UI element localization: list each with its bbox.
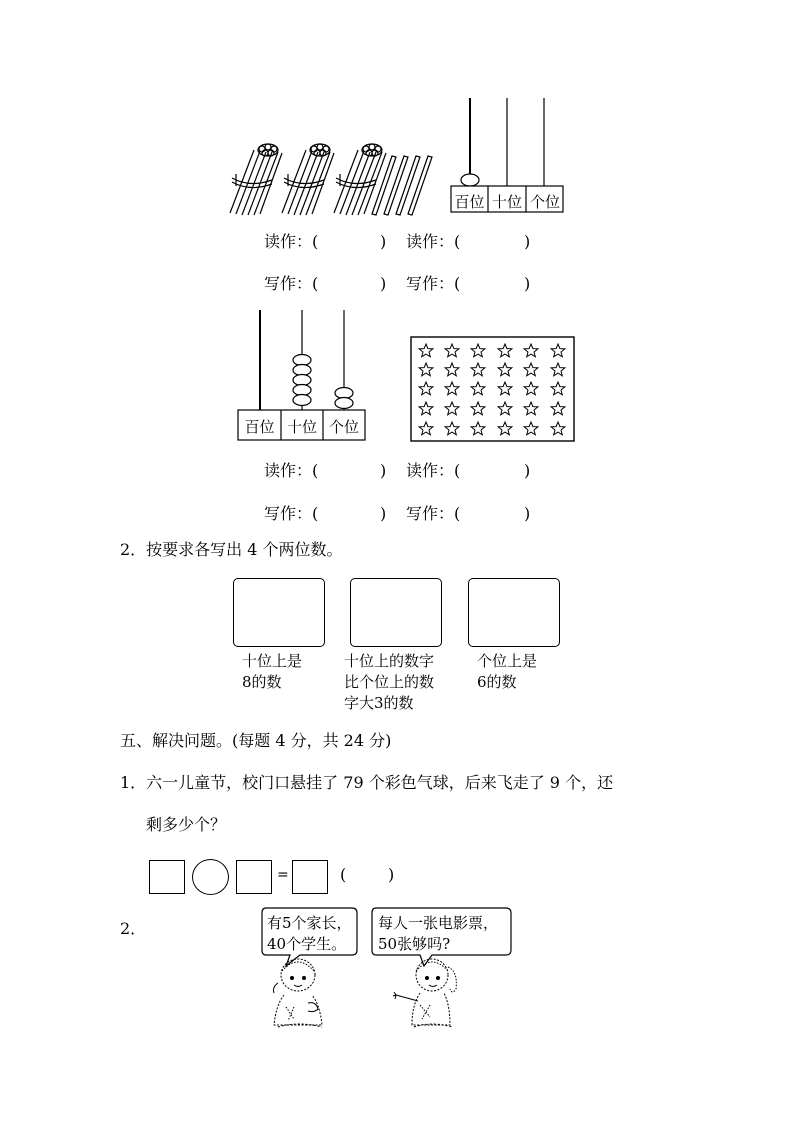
- box-2-caption-line-1: 十位上的数字: [344, 652, 435, 670]
- box-2-caption-line-3: 字大3的数: [344, 694, 414, 712]
- problem-1-line-1: 1．六一儿童节，校门口悬挂了 79 个彩色气球，后来飞走了 9 个，还: [120, 773, 614, 792]
- problem-1-line-2: 剩多少个？: [146, 815, 227, 834]
- box-3-caption-line-1: 个位上是: [477, 652, 538, 670]
- read-close-1: ): [380, 232, 387, 251]
- stick-bundle-1: [230, 144, 282, 215]
- loose-sticks: [372, 156, 432, 215]
- abacus-bead: [461, 174, 479, 186]
- equals-sign: =: [277, 867, 289, 883]
- bubble-2-line-1: 每人一张电影票，: [378, 914, 499, 932]
- write-label-1: 写作：(: [264, 274, 319, 293]
- question-2-title: 2．按要求各写出 4 个两位数。: [120, 540, 343, 559]
- answer-box-3[interactable]: [468, 578, 560, 647]
- read-close-4: ): [524, 461, 531, 480]
- box-1-caption-line-1: 十位上是: [242, 652, 303, 670]
- operator-circle[interactable]: [192, 859, 229, 895]
- abacus-1-tens-label: 十位: [491, 193, 522, 211]
- read-label-2: 读作：(: [406, 232, 461, 251]
- equation-box-1[interactable]: [149, 860, 185, 894]
- unit-close-paren: ): [388, 865, 395, 884]
- answer-box-1[interactable]: [233, 578, 325, 647]
- stick-bundles-figure: [222, 138, 436, 218]
- stick-bundle-3: [334, 144, 386, 215]
- write-close-2: ): [524, 274, 531, 293]
- write-label-2: 写作：(: [406, 274, 461, 293]
- write-close-1: ): [380, 274, 387, 293]
- box-1-caption-line-2: 8的数: [242, 673, 282, 691]
- read-label-1: 读作：(: [264, 232, 319, 251]
- tens-beads: [293, 355, 311, 406]
- write-label-3: 写作：(: [264, 504, 319, 523]
- bubble-2-line-2: 50张够吗?: [378, 935, 451, 953]
- read-label-3: 读作：(: [264, 461, 319, 480]
- equation-box-2[interactable]: [236, 860, 272, 894]
- problem-2-number: 2．: [120, 919, 147, 938]
- unit-open-paren: (: [340, 865, 347, 884]
- write-close-4: ): [524, 504, 531, 523]
- abacus-1-hundreds-label: 百位: [454, 193, 485, 211]
- read-close-2: ): [524, 232, 531, 251]
- abacus-2-ones-label: 个位: [328, 418, 359, 436]
- stick-bundle-2: [282, 144, 334, 215]
- bubble-1-line-1: 有5个家长，: [267, 914, 352, 932]
- abacus-1-ones-label: 个位: [529, 193, 560, 211]
- section-5-title: 五、解决问题。(每题 4 分，共 24 分): [120, 731, 392, 750]
- star-grid: [410, 336, 576, 443]
- write-close-3: ): [380, 504, 387, 523]
- bubble-1-line-2: 40个学生。: [267, 935, 347, 953]
- box-2-caption-line-2: 比个位上的数: [344, 673, 435, 691]
- read-label-4: 读作：(: [406, 461, 461, 480]
- child-figure-2: [390, 955, 462, 1029]
- box-3-caption-line-2: 6的数: [477, 673, 517, 691]
- answer-box-2[interactable]: [350, 578, 442, 647]
- equation-result-box[interactable]: [292, 860, 328, 894]
- write-label-4: 写作：(: [406, 504, 461, 523]
- abacus-2-hundreds-label: 百位: [244, 418, 275, 436]
- abacus-2-tens-label: 十位: [286, 418, 317, 436]
- read-close-3: ): [380, 461, 387, 480]
- ones-beads: [335, 388, 353, 409]
- child-figure-1: [264, 955, 330, 1029]
- stars: [419, 344, 565, 435]
